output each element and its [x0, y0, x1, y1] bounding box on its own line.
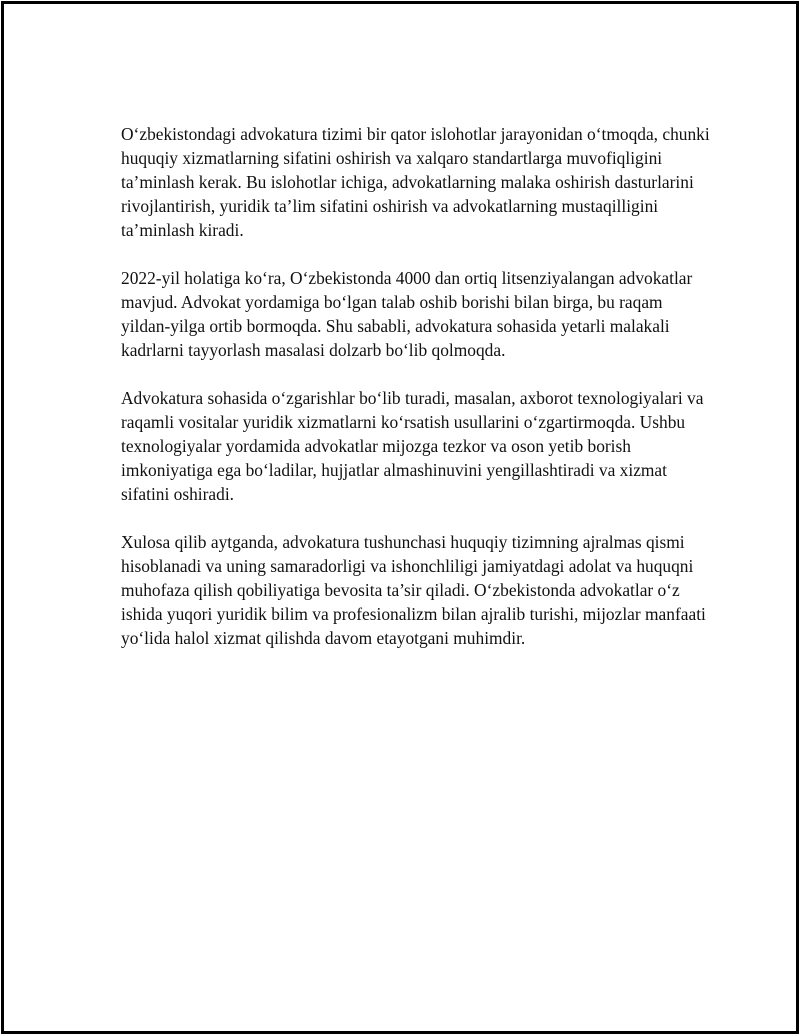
document-body	[121, 122, 711, 674]
document-page	[1, 1, 799, 1034]
paragraph-2: 2022-yil holatiga ko‘ra, O‘zbekistonda 4000 dan ortiq litsenziyalangan advokatlar mavjud. Advokat yordamiga bo‘lgan talab oshib borishi bilan birga, bu raqam yildan-yilga ortib bormoqda. Shu sababli, advokatura sohasida yetarli malakali kadrlarni tayyorlash masalasi dolzarb bo‘lib qolmoqda.	[121, 268, 693, 360]
paragraph-4: Xulosa qilib aytganda, advokatura tushunchasi huquqiy tizimning ajralmas qismi hisoblanadi va uning samaradorligi va ishonchliligi jamiyatdagi adolat va huquqni muhofaza qilish qobiliyatiga bevosita ta’sir qiladi. O‘zbekistonda advokatlar o‘z ishida yuqori yuridik bilim va profesionalizm bilan ajralib turishi, mijozlar manfaati yo‘lida halol xizmat qilishda davom etayotgani muhimdir.	[121, 532, 706, 648]
paragraph-3: Advokatura sohasida o‘zgarishlar bo‘lib turadi, masalan, axborot texnologiyalari va raqamli vositalar yuridik xizmatlarni ko‘rsatish usullarini o‘zgartirmoqda. Ushbu texnologiyalar yordamida advokatlar mijozga tezkor va oson yetib borish imkoniyatiga ega bo‘ladilar, hujjatlar almashinuvini yengillashtiradi va xizmat sifatini oshiradi.	[121, 388, 704, 504]
paragraph-1: O‘zbekistondagi advokatura tizimi bir qator islohotlar jarayonidan o‘tmoqda, chunki huquqiy xizmatlarning sifatini oshirish va xalqaro standartlarga muvofiqligini ta’minlash kerak. Bu islohotlar ichiga, advokatlarning malaka oshirish dasturlarini rivojlantirish, yuridik ta’lim sifatini oshirish va advokatlarning mustaqilligini ta’minlash kiradi.	[121, 124, 710, 240]
